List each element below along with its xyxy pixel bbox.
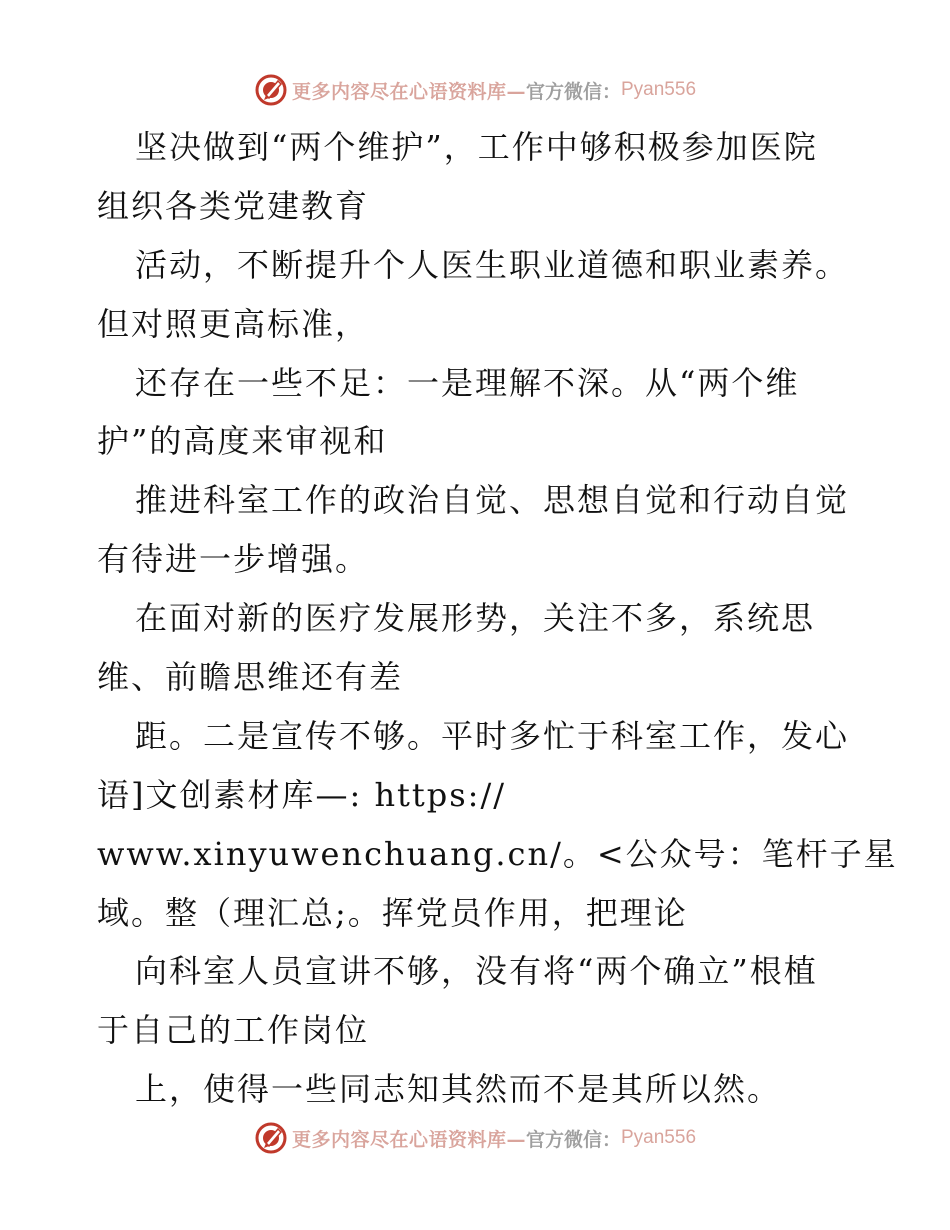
- header-watermark-banner: [0, 70, 950, 110]
- text-line: 语]文创素材库—: https://: [97, 775, 507, 814]
- header-watermark-text: 更多内容尽在心语资料库—: [291, 80, 526, 103]
- brand-logo-icon: [254, 73, 288, 107]
- text-line: 在面对新的医疗发展形势，关注不多，系统思: [135, 599, 816, 638]
- brand-logo-icon: [254, 1121, 288, 1155]
- header-wechat-id: Pyan556: [621, 79, 697, 100]
- footer-watermark-banner: [0, 1118, 950, 1158]
- footer-watermark-text: 更多内容尽在心语资料库—: [291, 1128, 526, 1151]
- text-line: 域。整（理汇总;。挥党员作用，把理论: [97, 893, 688, 932]
- text-line: 向科室人员宣讲不够，没有将“两个确立”根植: [135, 952, 818, 991]
- text-line: 活动，不断提升个人医生职业道德和职业素养。: [135, 245, 850, 284]
- text-line: 有待进一步增强。: [97, 540, 370, 579]
- text-line: 但对照更高标准，: [97, 304, 370, 343]
- text-line: 护”的高度来审视和: [97, 422, 388, 461]
- header-wechat-label: 官方微信：: [525, 80, 621, 103]
- text-line: 还存在一些不足：一是理解不深。从“两个维: [135, 363, 800, 402]
- text-line: 上，使得一些同志知其然而不是其所以然。: [135, 1070, 782, 1109]
- text-line: 组织各类党建教育: [97, 186, 370, 225]
- footer-wechat-id: Pyan556: [621, 1127, 697, 1148]
- text-line: 维、前瞻思维还有差: [97, 658, 404, 697]
- text-line: 坚决做到“两个维护”，工作中够积极参加医院: [135, 128, 818, 166]
- body-text: [97, 118, 898, 1119]
- text-line: 距。二是宣传不够。平时多忙于科室工作，发心: [135, 716, 850, 755]
- text-line: www.xinyuwenchuang.cn/。<公众号：笔杆子星: [97, 834, 898, 873]
- footer-wechat-label: 官方微信：: [525, 1128, 621, 1151]
- text-line: 推进科室工作的政治自觉、思想自觉和行动自觉: [135, 481, 850, 520]
- text-line: 于自己的工作岗位: [97, 1011, 370, 1050]
